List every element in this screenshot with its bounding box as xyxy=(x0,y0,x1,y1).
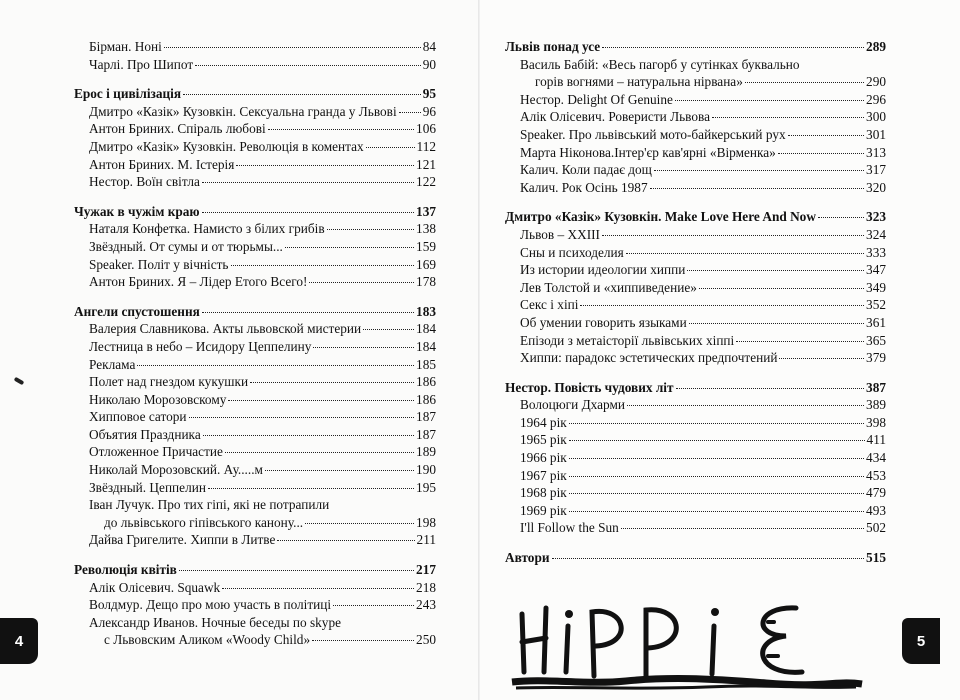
toc-entry xyxy=(74,614,436,632)
toc-entry-page-number: 389 xyxy=(866,397,886,413)
toc-section-heading-page-number: 289 xyxy=(866,39,886,54)
toc-entry-title: Speaker. Політ у вічність xyxy=(89,256,229,272)
ink-mark xyxy=(14,377,25,385)
toc-entry xyxy=(74,56,436,74)
toc-section-heading-title: Революція квітів xyxy=(74,562,177,578)
dot-leader xyxy=(222,588,414,589)
dot-leader xyxy=(228,400,414,401)
dot-leader xyxy=(675,100,864,101)
toc-entry-page-number: 211 xyxy=(416,532,436,548)
toc-entry xyxy=(505,431,886,449)
toc-entry xyxy=(505,144,886,162)
toc-entry xyxy=(505,261,886,279)
toc-entry xyxy=(74,356,436,374)
toc-entry-page-number: 361 xyxy=(866,314,886,330)
toc-entry-page-number: 159 xyxy=(416,238,436,254)
toc-entry-page-number: 186 xyxy=(416,391,436,407)
toc-entry-title: Звёздный. От сумы и от тюрьмы... xyxy=(89,238,283,254)
toc-entry xyxy=(74,373,436,391)
toc-entry-title: горів вогнями – натуральна нірвана» xyxy=(535,74,743,90)
toc-entry-page-number: 379 xyxy=(866,350,886,366)
toc-section-heading-title: Ерос і цивілізація xyxy=(74,86,182,102)
dot-leader xyxy=(137,365,414,366)
toc-entry-title: Іван Лучук. Про тих гіпі, які не потрапили xyxy=(89,497,330,513)
toc-entry-page-number: 243 xyxy=(416,597,436,613)
toc-entry xyxy=(74,103,436,121)
toc-section-heading-page-number: 323 xyxy=(866,209,886,225)
toc-entry xyxy=(505,467,886,485)
toc-entry xyxy=(74,461,436,479)
toc-section-heading-title: Автори xyxy=(505,550,550,566)
dot-leader xyxy=(277,540,414,541)
toc-entry xyxy=(74,631,436,649)
toc-entry-page-number: 106 xyxy=(416,121,436,137)
toc-entry xyxy=(505,91,886,109)
toc-section-heading-title: Чужак в чужім краю xyxy=(74,203,200,219)
toc-entry xyxy=(74,443,436,461)
page-number-badge-right: 5 xyxy=(902,618,940,664)
toc-entry xyxy=(74,320,436,338)
dot-leader xyxy=(164,47,421,48)
toc-entry-page-number: 320 xyxy=(866,179,886,195)
toc-section xyxy=(505,549,886,567)
toc-entry-page-number: 398 xyxy=(866,414,886,430)
toc-entry-title: Дайва Григелите. Хиппи в Литве xyxy=(89,532,276,548)
toc-entry xyxy=(74,514,436,532)
toc-entry-title: Наталя Конфетка. Намисто з білих грибів xyxy=(89,221,325,237)
toc-entry xyxy=(505,161,886,179)
toc-entry-title: Отложенное Причастие xyxy=(89,444,223,460)
dot-leader xyxy=(202,312,414,313)
toc-entry-page-number: 185 xyxy=(416,356,436,372)
toc-section-heading-title: Дмитро «Казік» Кузовкін. Make Love Here And Now xyxy=(505,209,816,225)
toc-entry-title: Николай Морозовский. Ау.....м xyxy=(89,462,263,478)
toc-entry xyxy=(505,502,886,520)
dot-leader xyxy=(569,423,864,424)
toc-entry-page-number: 184 xyxy=(416,321,436,337)
toc-entry xyxy=(74,256,436,274)
dot-leader xyxy=(627,405,864,406)
dot-leader xyxy=(208,488,414,489)
toc-entry-title: Нестор. Delight Of Genuine xyxy=(520,91,673,107)
page-number-badge-left: 4 xyxy=(0,618,38,664)
toc-entry-title: I'll Follow the Sun xyxy=(520,520,619,536)
toc-entry-title: Волдмур. Дещо про мою участь в політиці xyxy=(89,597,332,613)
toc-entry xyxy=(74,38,436,56)
toc-entry-page-number: 296 xyxy=(866,91,886,107)
dot-leader xyxy=(202,182,414,183)
toc-section-heading xyxy=(74,303,436,321)
toc-entry xyxy=(74,156,436,174)
toc-entry-page-number: 493 xyxy=(866,502,886,518)
toc-entry xyxy=(505,226,886,244)
dot-leader xyxy=(265,470,414,471)
toc-section xyxy=(505,38,886,196)
toc-entry-page-number: 138 xyxy=(416,221,436,237)
toc-entry-title: Speaker. Про львівський мото-байкерський рух xyxy=(520,126,786,142)
toc-entry xyxy=(74,338,436,356)
dot-leader xyxy=(268,129,414,130)
dot-leader xyxy=(779,358,864,359)
dot-leader xyxy=(202,212,414,213)
toc-entry-title: Антон Бриних. М. Істерія xyxy=(89,156,235,172)
toc-entry-title: до львівського гіпівського канону... xyxy=(104,514,304,530)
dot-leader xyxy=(250,382,414,383)
toc-entry xyxy=(74,238,436,256)
toc-entry-page-number: 218 xyxy=(416,579,436,595)
dot-leader xyxy=(569,511,864,512)
toc-entry-page-number: 453 xyxy=(866,467,886,483)
dot-leader xyxy=(736,341,864,342)
toc-entry-title: Василь Бабій: «Весь пагорб у сутінках буквально xyxy=(520,56,800,72)
toc-entry-page-number: 347 xyxy=(866,262,886,278)
dot-leader xyxy=(309,282,414,283)
toc-entry-page-number: 250 xyxy=(416,632,436,648)
toc-entry xyxy=(505,244,886,262)
dot-leader xyxy=(327,229,414,230)
toc-entry-title: 1966 рік xyxy=(520,450,567,466)
toc-entry xyxy=(505,484,886,502)
toc-section xyxy=(74,303,436,549)
toc-entry-page-number: 96 xyxy=(422,103,436,119)
dot-leader xyxy=(676,388,865,389)
dot-leader xyxy=(179,570,414,571)
toc-entry-title: Епізоди з метаісторії львівських хіппі xyxy=(520,332,735,348)
toc-entry-title: 1967 рік xyxy=(520,467,567,483)
toc-entry xyxy=(74,391,436,409)
toc-entry xyxy=(505,73,886,91)
toc-entry-title: Лев Толстой и «хиппиведение» xyxy=(520,279,697,295)
toc-entry-title: Алік Олісевич. Роверисти Львова xyxy=(520,109,710,125)
dot-leader xyxy=(788,135,864,136)
toc-entry xyxy=(74,479,436,497)
toc-entry xyxy=(505,314,886,332)
toc-section-heading-page-number: 95 xyxy=(422,86,436,102)
dot-leader xyxy=(366,147,415,148)
toc-entry-page-number: 187 xyxy=(416,426,436,442)
dot-leader xyxy=(399,112,421,113)
toc-section-heading-title: Ангели спустошення xyxy=(74,303,200,319)
dot-leader xyxy=(569,476,864,477)
toc-entry-page-number: 121 xyxy=(416,156,436,172)
toc-entry-title: Николаю Морозовскому xyxy=(89,391,227,407)
toc-entry xyxy=(74,531,436,549)
toc-entry-page-number: 178 xyxy=(416,274,436,290)
toc-entry-page-number: 186 xyxy=(416,374,436,390)
toc-entry xyxy=(74,173,436,191)
toc-entry-title: Антон Бриних. Я – Лідер Етого Всего! xyxy=(89,274,308,290)
toc-entry-title: Хиппи: парадокс эстетических предпочтений xyxy=(520,350,778,366)
toc-section xyxy=(74,38,436,73)
toc-entry-page-number: 189 xyxy=(416,444,436,460)
toc-entry xyxy=(505,349,886,367)
dot-leader xyxy=(621,528,864,529)
toc-entry-title: 1965 рік xyxy=(520,432,567,448)
toc-entry-title: Реклама xyxy=(89,356,136,372)
toc-entry xyxy=(505,519,886,537)
toc-entry-title: Чарлі. Про Шипот xyxy=(89,56,194,72)
dot-leader xyxy=(363,329,414,330)
toc-entry-page-number: 502 xyxy=(866,520,886,536)
toc-section-heading xyxy=(505,38,886,56)
hippie-drawing xyxy=(506,586,866,696)
toc-section-heading-title: Нестор. Повість чудових літ xyxy=(505,379,674,395)
dot-leader xyxy=(699,288,864,289)
toc-entry-title: 1964 рік xyxy=(520,414,567,430)
toc-entry-title: 1968 рік xyxy=(520,485,567,501)
toc-entry-page-number: 198 xyxy=(416,514,436,530)
toc-entry xyxy=(74,220,436,238)
toc-entry xyxy=(505,279,886,297)
toc-entry xyxy=(74,496,436,514)
toc-entry-title: Дмитро «Казік» Кузовкін. Сексуальна гранда у Львові xyxy=(89,103,397,119)
toc-right xyxy=(505,38,886,579)
toc-section-heading xyxy=(74,85,436,103)
dot-leader xyxy=(569,440,865,441)
toc-section-heading xyxy=(74,203,436,221)
toc-entry-page-number: 122 xyxy=(416,174,436,190)
toc-entry-title: 1969 рік xyxy=(520,502,567,518)
toc-entry-title: Львов – XXIII xyxy=(520,226,600,242)
dot-leader xyxy=(203,435,414,436)
dot-leader xyxy=(333,605,414,606)
toc-entry-title: Хипповое сатори xyxy=(89,409,187,425)
toc-entry-title: Об умении говорить языками xyxy=(520,314,687,330)
dot-leader xyxy=(687,270,864,271)
toc-entry-title: Бірман. Ноні xyxy=(89,39,162,54)
dot-leader xyxy=(195,65,421,66)
toc-entry-page-number: 352 xyxy=(866,297,886,313)
toc-entry-title: Секс і хіпі xyxy=(520,297,579,313)
toc-section-heading xyxy=(74,561,436,579)
toc-entry xyxy=(505,179,886,197)
toc-section-heading xyxy=(505,549,886,567)
dot-leader xyxy=(778,153,864,154)
dot-leader xyxy=(626,253,864,254)
toc-section xyxy=(74,203,436,291)
toc-entry-page-number: 184 xyxy=(416,338,436,354)
toc-entry-title: Нестор. Воїн світла xyxy=(89,174,200,190)
toc-entry-page-number: 290 xyxy=(866,74,886,90)
toc-entry xyxy=(505,296,886,314)
toc-entry-page-number: 434 xyxy=(866,450,886,466)
toc-entry xyxy=(505,332,886,350)
dot-leader xyxy=(183,94,421,95)
toc-entry xyxy=(74,579,436,597)
dot-leader xyxy=(285,247,414,248)
toc-entry-title: Александр Иванов. Ночные беседы по skype xyxy=(89,614,342,630)
toc-entry-page-number: 411 xyxy=(866,432,886,448)
toc-entry-title: Из истории идеологии хиппи xyxy=(520,262,686,278)
dot-leader xyxy=(602,47,864,48)
dot-leader xyxy=(818,217,864,218)
toc-section-heading-page-number: 137 xyxy=(416,203,436,219)
toc-entry xyxy=(505,414,886,432)
toc-section-heading xyxy=(505,379,886,397)
toc-entry-page-number: 84 xyxy=(422,39,436,54)
dot-leader xyxy=(580,305,864,306)
dot-leader xyxy=(712,117,864,118)
toc-entry-page-number: 169 xyxy=(416,256,436,272)
dot-leader xyxy=(552,558,865,559)
toc-entry-page-number: 301 xyxy=(866,126,886,142)
toc-entry xyxy=(74,426,436,444)
dot-leader xyxy=(569,458,864,459)
toc-entry xyxy=(74,138,436,156)
dot-leader xyxy=(305,523,414,524)
toc-entry xyxy=(505,108,886,126)
toc-entry-page-number: 90 xyxy=(422,56,436,72)
toc-entry-page-number: 195 xyxy=(416,479,436,495)
toc-entry-page-number: 324 xyxy=(866,226,886,242)
toc-entry-page-number: 349 xyxy=(866,279,886,295)
toc-entry xyxy=(505,56,886,74)
dot-leader xyxy=(569,493,864,494)
toc-entry-page-number: 479 xyxy=(866,485,886,501)
dot-leader xyxy=(312,640,414,641)
toc-entry-page-number: 300 xyxy=(866,109,886,125)
dot-leader xyxy=(689,323,864,324)
toc-left xyxy=(74,38,436,661)
toc-entry-title: Калич. Рок Осінь 1987 xyxy=(520,179,648,195)
toc-entry-page-number: 333 xyxy=(866,244,886,260)
toc-entry-title: Марта Ніконова.Інтер'єр кав'ярні «Вірменка» xyxy=(520,144,776,160)
toc-entry-title: Калич. Коли падає дощ xyxy=(520,162,652,178)
toc-section-heading-page-number: 515 xyxy=(866,550,886,566)
dot-leader xyxy=(602,235,864,236)
toc-section xyxy=(505,208,886,366)
dot-leader xyxy=(231,265,415,266)
toc-entry xyxy=(505,396,886,414)
toc-entry-title: Волоцюги Дхарми xyxy=(520,397,625,413)
dot-leader xyxy=(189,417,415,418)
toc-section-heading-page-number: 387 xyxy=(866,379,886,395)
toc-section xyxy=(74,85,436,191)
toc-entry-page-number: 112 xyxy=(416,138,436,154)
toc-entry-title: Валерия Славникова. Акты львовской мистерии xyxy=(89,321,362,337)
toc-section-heading-title: Львів понад усе xyxy=(505,39,601,54)
toc-entry-page-number: 190 xyxy=(416,462,436,478)
toc-entry-title: Лестница в небо – Исидору Цеппелину xyxy=(89,338,312,354)
toc-entry xyxy=(505,449,886,467)
toc-entry-title: Антон Бриних. Спіраль любові xyxy=(89,121,266,137)
toc-entry-page-number: 187 xyxy=(416,409,436,425)
dot-leader xyxy=(650,188,864,189)
toc-section-heading xyxy=(505,208,886,226)
toc-entry-title: с Львовским Аликом «Woody Child» xyxy=(104,632,311,648)
toc-entry-title: Алік Олісевич. Squawk xyxy=(89,579,221,595)
toc-entry-page-number: 313 xyxy=(866,144,886,160)
toc-section-heading-page-number: 217 xyxy=(416,562,436,578)
toc-entry-title: Объятия Праздника xyxy=(89,426,201,442)
toc-entry-title: Дмитро «Казік» Кузовкін. Революція в коментах xyxy=(89,138,364,154)
dot-leader xyxy=(236,165,414,166)
toc-entry xyxy=(505,126,886,144)
toc-entry xyxy=(74,273,436,291)
toc-entry xyxy=(74,408,436,426)
toc-entry-page-number: 317 xyxy=(866,162,886,178)
toc-entry-title: Звёздный. Цеппелин xyxy=(89,479,206,495)
toc-entry xyxy=(74,596,436,614)
toc-section-heading-page-number: 183 xyxy=(416,303,436,319)
dot-leader xyxy=(313,347,414,348)
toc-entry-title: Полет над гнездом кукушки xyxy=(89,374,249,390)
toc-section xyxy=(74,561,436,649)
toc-entry xyxy=(74,120,436,138)
toc-entry-page-number: 365 xyxy=(866,332,886,348)
dot-leader xyxy=(225,452,414,453)
toc-section xyxy=(505,379,886,537)
dot-leader xyxy=(745,82,864,83)
dot-leader xyxy=(654,170,864,171)
toc-entry-title: Сны и психоделия xyxy=(520,244,624,260)
